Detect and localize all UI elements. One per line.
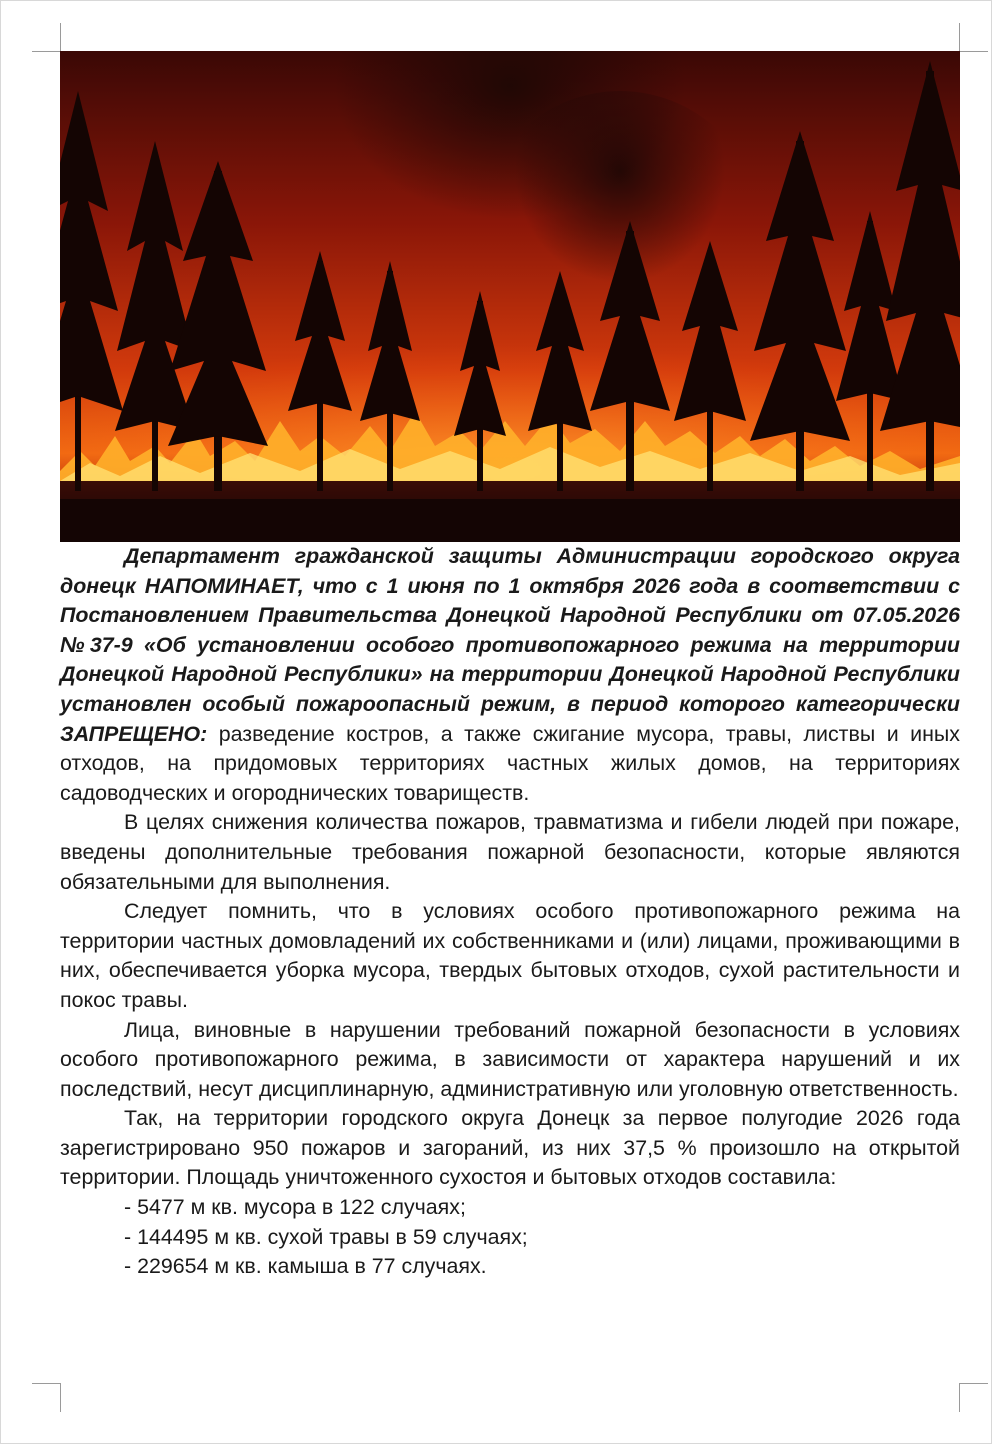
crop-mark-top-right: [959, 23, 988, 52]
statistics-list: [60, 1193, 960, 1282]
list-item: - 229654 м кв. камыша в 77 случаях.: [124, 1254, 487, 1279]
forest-fire-photo: [60, 51, 960, 542]
paragraph-liability: Лица, виновные в нарушении требований пожарной безопасности в условиях особого противопожарного режима, в зависимости от характера нарушений и их последствий, несут дисциплинарную, административную или уголовную ответственность.: [60, 1017, 960, 1101]
list-item: - 5477 м кв. мусора в 122 случаях;: [124, 1195, 466, 1220]
lead-paragraph: [60, 542, 960, 808]
paragraph-obligations: Следует помнить, что в условиях особого противопожарного режима на территории частных домовладений их собственниками и (или) лицами, проживающими в них, обеспечивается уборка мусора, твердых бытовых отходов, сухой растительности и покос травы.: [60, 899, 960, 1012]
paragraph-statistics: Так, на территории городского округа Донецк за первое полугодие 2026 года зарегистрировано 950 пожаров и загораний, из них 37,5 % произошло на открытой территории. Площадь уничтоженного сухостоя и бытовых отходов составила:: [60, 1106, 960, 1190]
announcement-text: [60, 542, 960, 1282]
paragraph-requirements: В целях снижения количества пожаров, травматизма и гибели людей при пожаре, введены дополнительные требования пожарной безопасности, которые являются обязательными для выполнения.: [60, 810, 960, 894]
crop-mark-bottom-left: [32, 1383, 61, 1412]
list-item: - 144495 м кв. сухой травы в 59 случаях;: [124, 1224, 528, 1249]
lead-rest: разведение костров, а также сжигание мусора, травы, листвы и иных отходов, на придомовых территориях частных жилых домов, на территориях садоводческих и огороднических товариществ.: [60, 721, 960, 805]
lead-emphasis: Департамент гражданской защиты Администрации городского округа донецк НАПОМИНАЕТ, что с 1 июня по 1 октября 2026 года в соответствии с Постановлением Правительства Донецкой Народной Республики от 07.05.2026 №37-9 «Об установлении особого противопожарного режима на территории Донецкой Народной Республики» на территории Донецкой Народной Республики установлен особый пожароопасный режим, в период которого категорически ЗАПРЕЩЕНО:: [60, 544, 960, 746]
crop-mark-top-left: [32, 23, 61, 52]
crop-mark-bottom-right: [959, 1383, 988, 1412]
